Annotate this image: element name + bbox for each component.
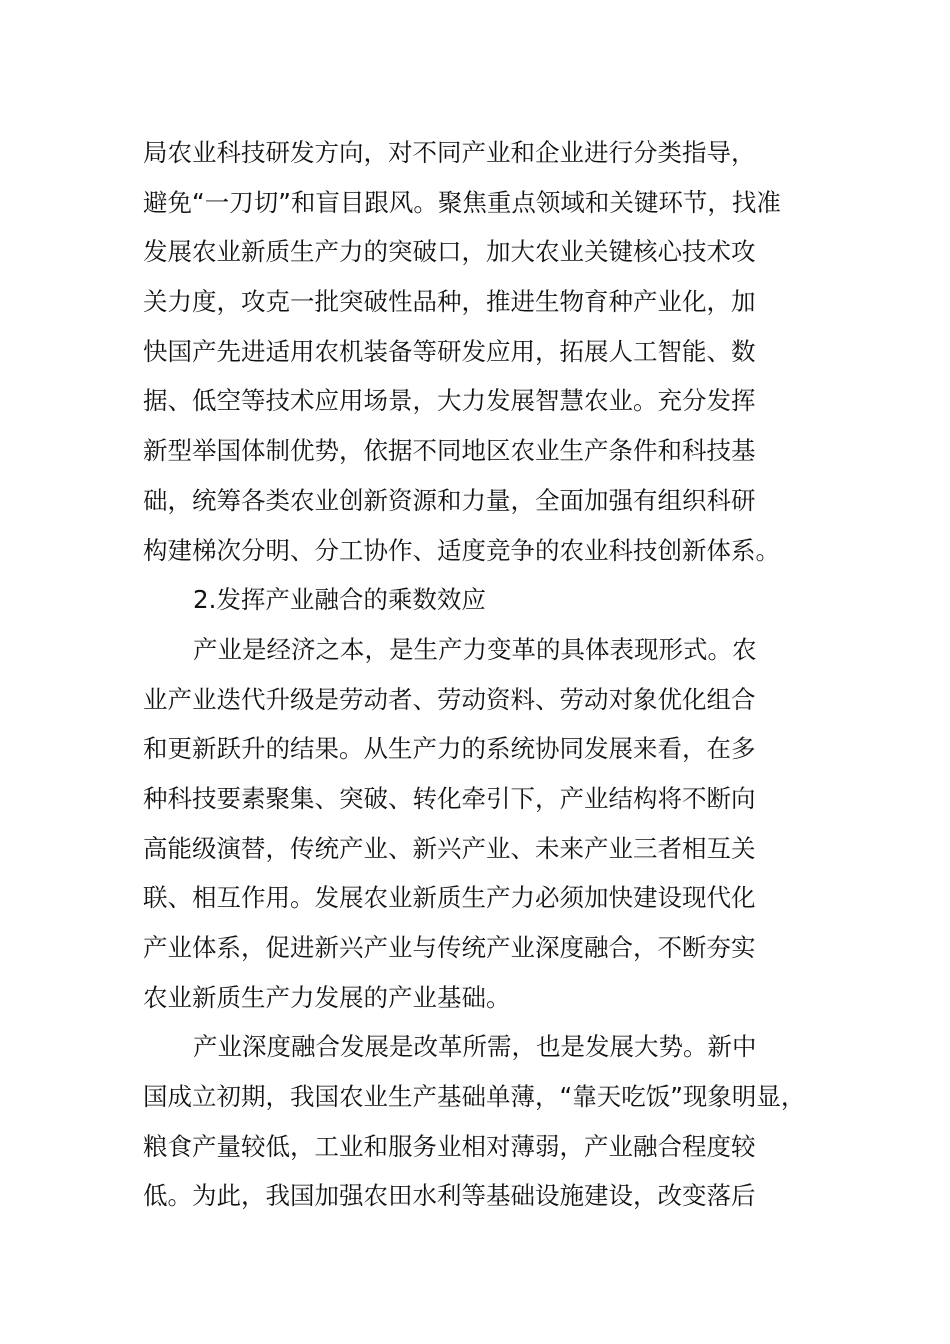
text-line: 避免“一刀切”和盲目跟风。聚焦重点领域和关键环节，找准 (143, 187, 781, 217)
text-line: 关力度，攻克一批突破性品种，推进生物育种产业化，加 (143, 287, 756, 317)
text-line: 构建梯次分明、分工协作、适度竞争的农业科技创新体系。 (143, 535, 780, 565)
text-line: 础，统筹各类农业创新资源和力量，全面加强有组织科研 (143, 485, 756, 515)
text-line: 和更新跃升的结果。从生产力的系统协同发展来看，在多 (143, 734, 756, 764)
body-text (143, 128, 833, 1221)
text-line: 快国产先进适用农机装备等研发应用，拓展人工智能、数 (143, 336, 756, 366)
text-line: 联、相互作用。发展农业新质生产力必须加快建设现代化 (143, 883, 756, 913)
text-line: 高能级演替，传统产业、新兴产业、未来产业三者相互关 (143, 833, 756, 863)
text-line: 局农业科技研发方向，对不同产业和企业进行分类指导， (143, 138, 756, 167)
text-line: 种科技要素聚集、突破、转化牵引下，产业结构将不断向 (143, 783, 756, 813)
text-line: 新型举国体制优势，依据不同地区农业生产条件和科技基 (143, 436, 756, 466)
text-line: 发展农业新质生产力的突破口，加大农业关键核心技术攻 (143, 237, 756, 267)
text-line: 国成立初期，我国农业生产基础单薄，“靠天吃饭”现象明显， (143, 1082, 806, 1112)
text-line: 农业新质生产力发展的产业基础。 (143, 982, 511, 1012)
text-line: 粮食产量较低，工业和服务业相对薄弱，产业融合程度较 (143, 1131, 756, 1161)
text-line: 产业深度融合发展是改革所需，也是发展大势。新中 (193, 1032, 757, 1062)
text-line: 低。为此，我国加强农田水利等基础设施建设，改变落后 (143, 1181, 756, 1211)
text-line: 产业是经济之本，是生产力变革的具体表现形式。农 (193, 634, 757, 664)
text-line: 业产业迭代升级是劳动者、劳动资料、劳动对象优化组合 (143, 684, 756, 714)
text-line: 2.发挥产业融合的乘数效应 (193, 585, 486, 615)
text-line: 产业体系，促进新兴产业与传统产业深度融合，不断夯实 (143, 933, 756, 962)
text-line: 据、低空等技术应用场景，大力发展智慧农业。充分发挥 (143, 386, 756, 416)
